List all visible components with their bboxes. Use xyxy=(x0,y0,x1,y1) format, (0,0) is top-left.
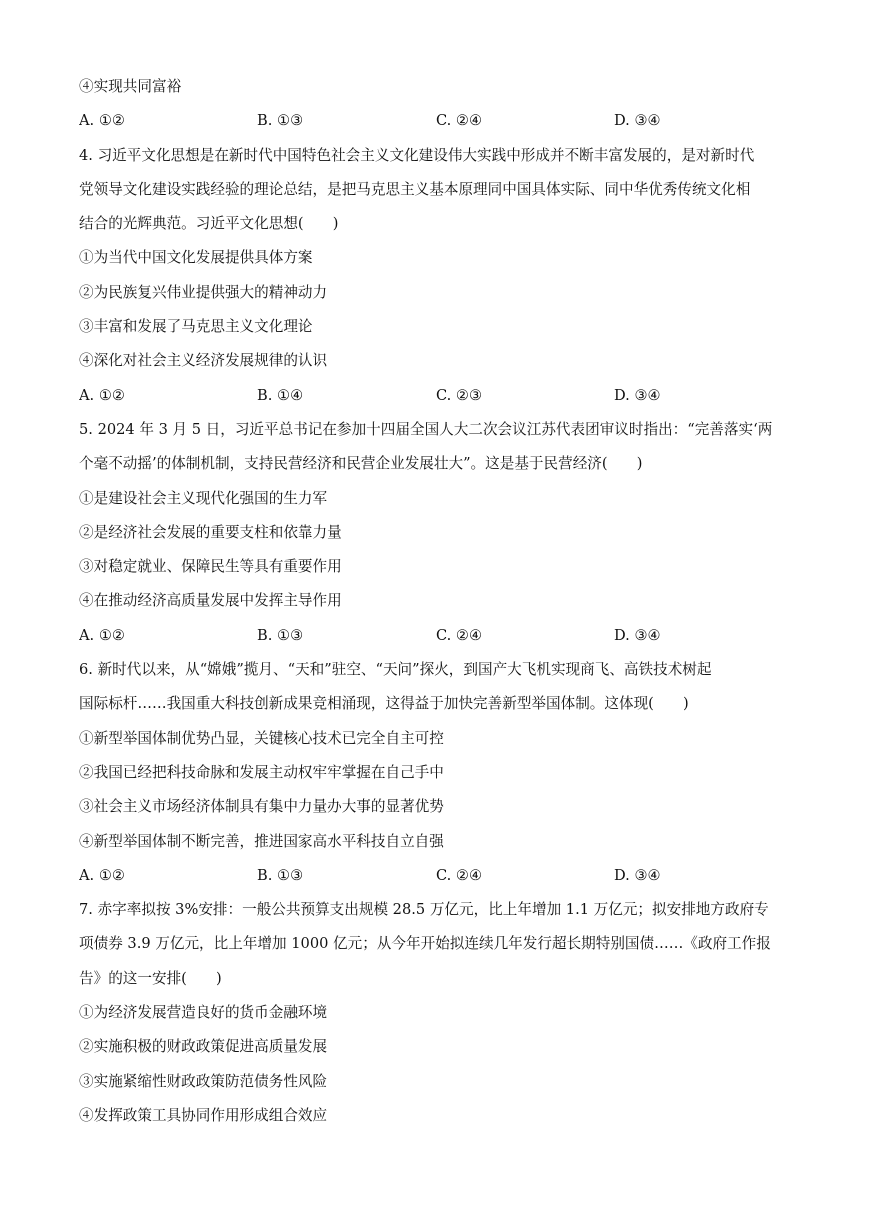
question-stem-line: 党领导文化建设实践经验的理论总结，是把马克思主义基本原理同中国具体实际、同中华优秀传统文化相 xyxy=(79,180,751,198)
choice-item: ①为当代中国文化发展提供具体方案 xyxy=(79,249,313,267)
answer-option-b[interactable]: B. ①③ xyxy=(257,112,304,130)
question-stem-line: 告》的这一安排( ) xyxy=(79,969,222,987)
question-stem-line: 项债券 3.9 万亿元，比上年增加 1000 亿元；从今年开始拟连续几年发行超长期特别国债……《政府工作报 xyxy=(79,935,771,953)
choice-item: ④新型举国体制不断完善，推进国家高水平科技自立自强 xyxy=(79,832,444,850)
question-stem-line: 国际标杆……我国重大科技创新成果竞相涌现，这得益于加快完善新型举国体制。这体现( ) xyxy=(79,695,689,713)
question-list xyxy=(79,104,809,1133)
answer-option-a[interactable]: A. ①② xyxy=(79,866,125,884)
question-stem-line: 7. 赤字率拟按 3%安排：一般公共预算支出规模 28.5 万亿元，比上年增加 1.1 万亿元；拟安排地方政府专 xyxy=(79,901,769,919)
choice-item: ①是建设社会主义现代化强国的生力军 xyxy=(79,489,328,507)
exam-page xyxy=(79,70,809,1133)
answer-option-a[interactable]: A. ①② xyxy=(79,386,125,404)
answer-option-b[interactable]: B. ①③ xyxy=(257,866,304,884)
choice-item: ②实施积极的财政政策促进高质量发展 xyxy=(79,1038,328,1056)
answer-option-c[interactable]: C. ②③ xyxy=(436,386,483,404)
choice-item: ①为经济发展营造良好的货币金融环境 xyxy=(79,1004,328,1022)
answer-options-row xyxy=(79,619,809,653)
answer-options-row xyxy=(79,104,809,138)
question-stem-line: 6. 新时代以来，从“嫦娥”揽月、“天和”驻空、“天问”探火，到国产大飞机实现商飞、高铁技术树起 xyxy=(79,661,712,679)
answer-option-d[interactable]: D. ③④ xyxy=(614,866,661,884)
question-stem-line: 4. 习近平文化思想是在新时代中国特色社会主义文化建设伟大实践中形成并不断丰富发展的，是对新时代 xyxy=(79,146,755,164)
choice-item: ②我国已经把科技命脉和发展主动权牢牢掌握在自己手中 xyxy=(79,763,444,781)
question-block xyxy=(79,139,809,413)
choice-item: ③社会主义市场经济体制具有集中力量办大事的显著优势 xyxy=(79,798,444,816)
choice-item: ②是经济社会发展的重要支柱和依靠力量 xyxy=(79,523,342,541)
answer-option-c[interactable]: C. ②④ xyxy=(436,626,483,644)
answer-option-c[interactable]: C. ②④ xyxy=(436,866,483,884)
answer-option-d[interactable]: D. ③④ xyxy=(614,626,661,644)
choice-item: ①新型举国体制优势凸显，关键核心技术已完全自主可控 xyxy=(79,729,444,747)
choice-item: ③丰富和发展了马克思主义文化理论 xyxy=(79,318,313,336)
choice-item: ④深化对社会主义经济发展规律的认识 xyxy=(79,352,328,370)
choice-item: ②为民族复兴伟业提供强大的精神动力 xyxy=(79,283,328,301)
answer-option-a[interactable]: A. ①② xyxy=(79,626,125,644)
answer-option-b[interactable]: B. ①③ xyxy=(257,626,304,644)
question-stem-line: 结合的光辉典范。习近平文化思想( ) xyxy=(79,215,339,233)
choice-item: ④在推动经济高质量发展中发挥主导作用 xyxy=(79,592,342,610)
question-block xyxy=(79,893,809,1133)
answer-option-a[interactable]: A. ①② xyxy=(79,112,125,130)
choice-item: ③对稳定就业、保障民生等具有重要作用 xyxy=(79,558,342,576)
question-stem-line: 5. 2024 年 3 月 5 日，习近平总书记在参加十四届全国人大二次会议江苏代表团审议时指出：“完善落实‘两 xyxy=(79,420,773,438)
choice-item: ④发挥政策工具协同作用形成组合效应 xyxy=(79,1106,328,1124)
question-block xyxy=(79,653,809,893)
choice-item: ③实施紧缩性财政政策防范债务性风险 xyxy=(79,1072,328,1090)
answer-option-d[interactable]: D. ③④ xyxy=(614,386,661,404)
answer-option-b[interactable]: B. ①④ xyxy=(257,386,304,404)
answer-options-row xyxy=(79,859,809,893)
answer-option-c[interactable]: C. ②④ xyxy=(436,112,483,130)
question-stem-line: 个毫不动摇’的体制机制，支持民营经济和民营企业发展壮大”。这是基于民营经济( ) xyxy=(79,455,643,473)
answer-options-row xyxy=(79,379,809,413)
question-block xyxy=(79,413,809,653)
choice-item: ④实现共同富裕 xyxy=(79,78,182,95)
answer-options-block xyxy=(79,104,809,138)
answer-option-d[interactable]: D. ③④ xyxy=(614,112,661,130)
